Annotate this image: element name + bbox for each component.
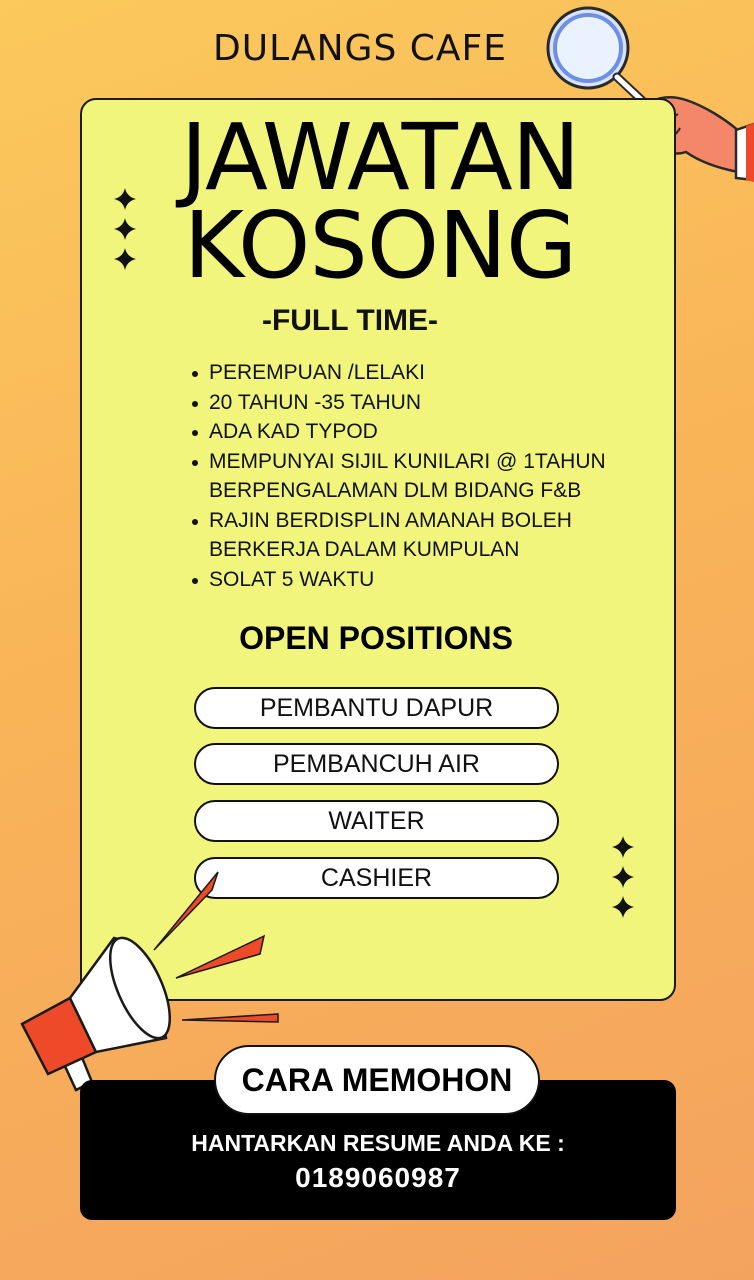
phone-number: 0189060987 <box>295 1162 461 1193</box>
position-pill: WAITER <box>194 800 559 842</box>
job-type: -FULL TIME- <box>261 304 439 337</box>
list-item: ADA KAD TYPOD <box>192 417 632 447</box>
position-pill: PEMBANCUH AIR <box>194 743 559 785</box>
list-item: SOLAT 5 WAKTU <box>192 565 632 595</box>
list-item: 20 TAHUN -35 TAHUN <box>192 388 632 418</box>
position-pill: CASHIER <box>194 857 559 899</box>
headline-line2: KOSONG <box>183 192 577 299</box>
list-item: MEMPUNYAI SIJIL KUNILARI @ 1TAHUN BERPENGALAMAN DLM BIDANG F&B <box>192 447 632 506</box>
cafe-name: DULANGS CAFE <box>213 28 507 69</box>
sparkle-icon <box>608 834 638 924</box>
position-pill: PEMBANTU DAPUR <box>194 687 559 729</box>
apply-title: CARA MEMOHON <box>214 1045 540 1115</box>
open-positions-title: OPEN POSITIONS <box>239 620 513 656</box>
requirements-list <box>192 358 632 594</box>
list-item: PEREMPUAN /LELAKI <box>192 358 632 388</box>
apply-instruction: HANTARKAN RESUME ANDA KE : <box>191 1130 565 1156</box>
headline-line1: JAWATAN <box>180 104 580 211</box>
list-item: RAJIN BERDISPLIN AMANAH BOLEH BERKERJA DALAM KUMPULAN <box>192 506 632 565</box>
